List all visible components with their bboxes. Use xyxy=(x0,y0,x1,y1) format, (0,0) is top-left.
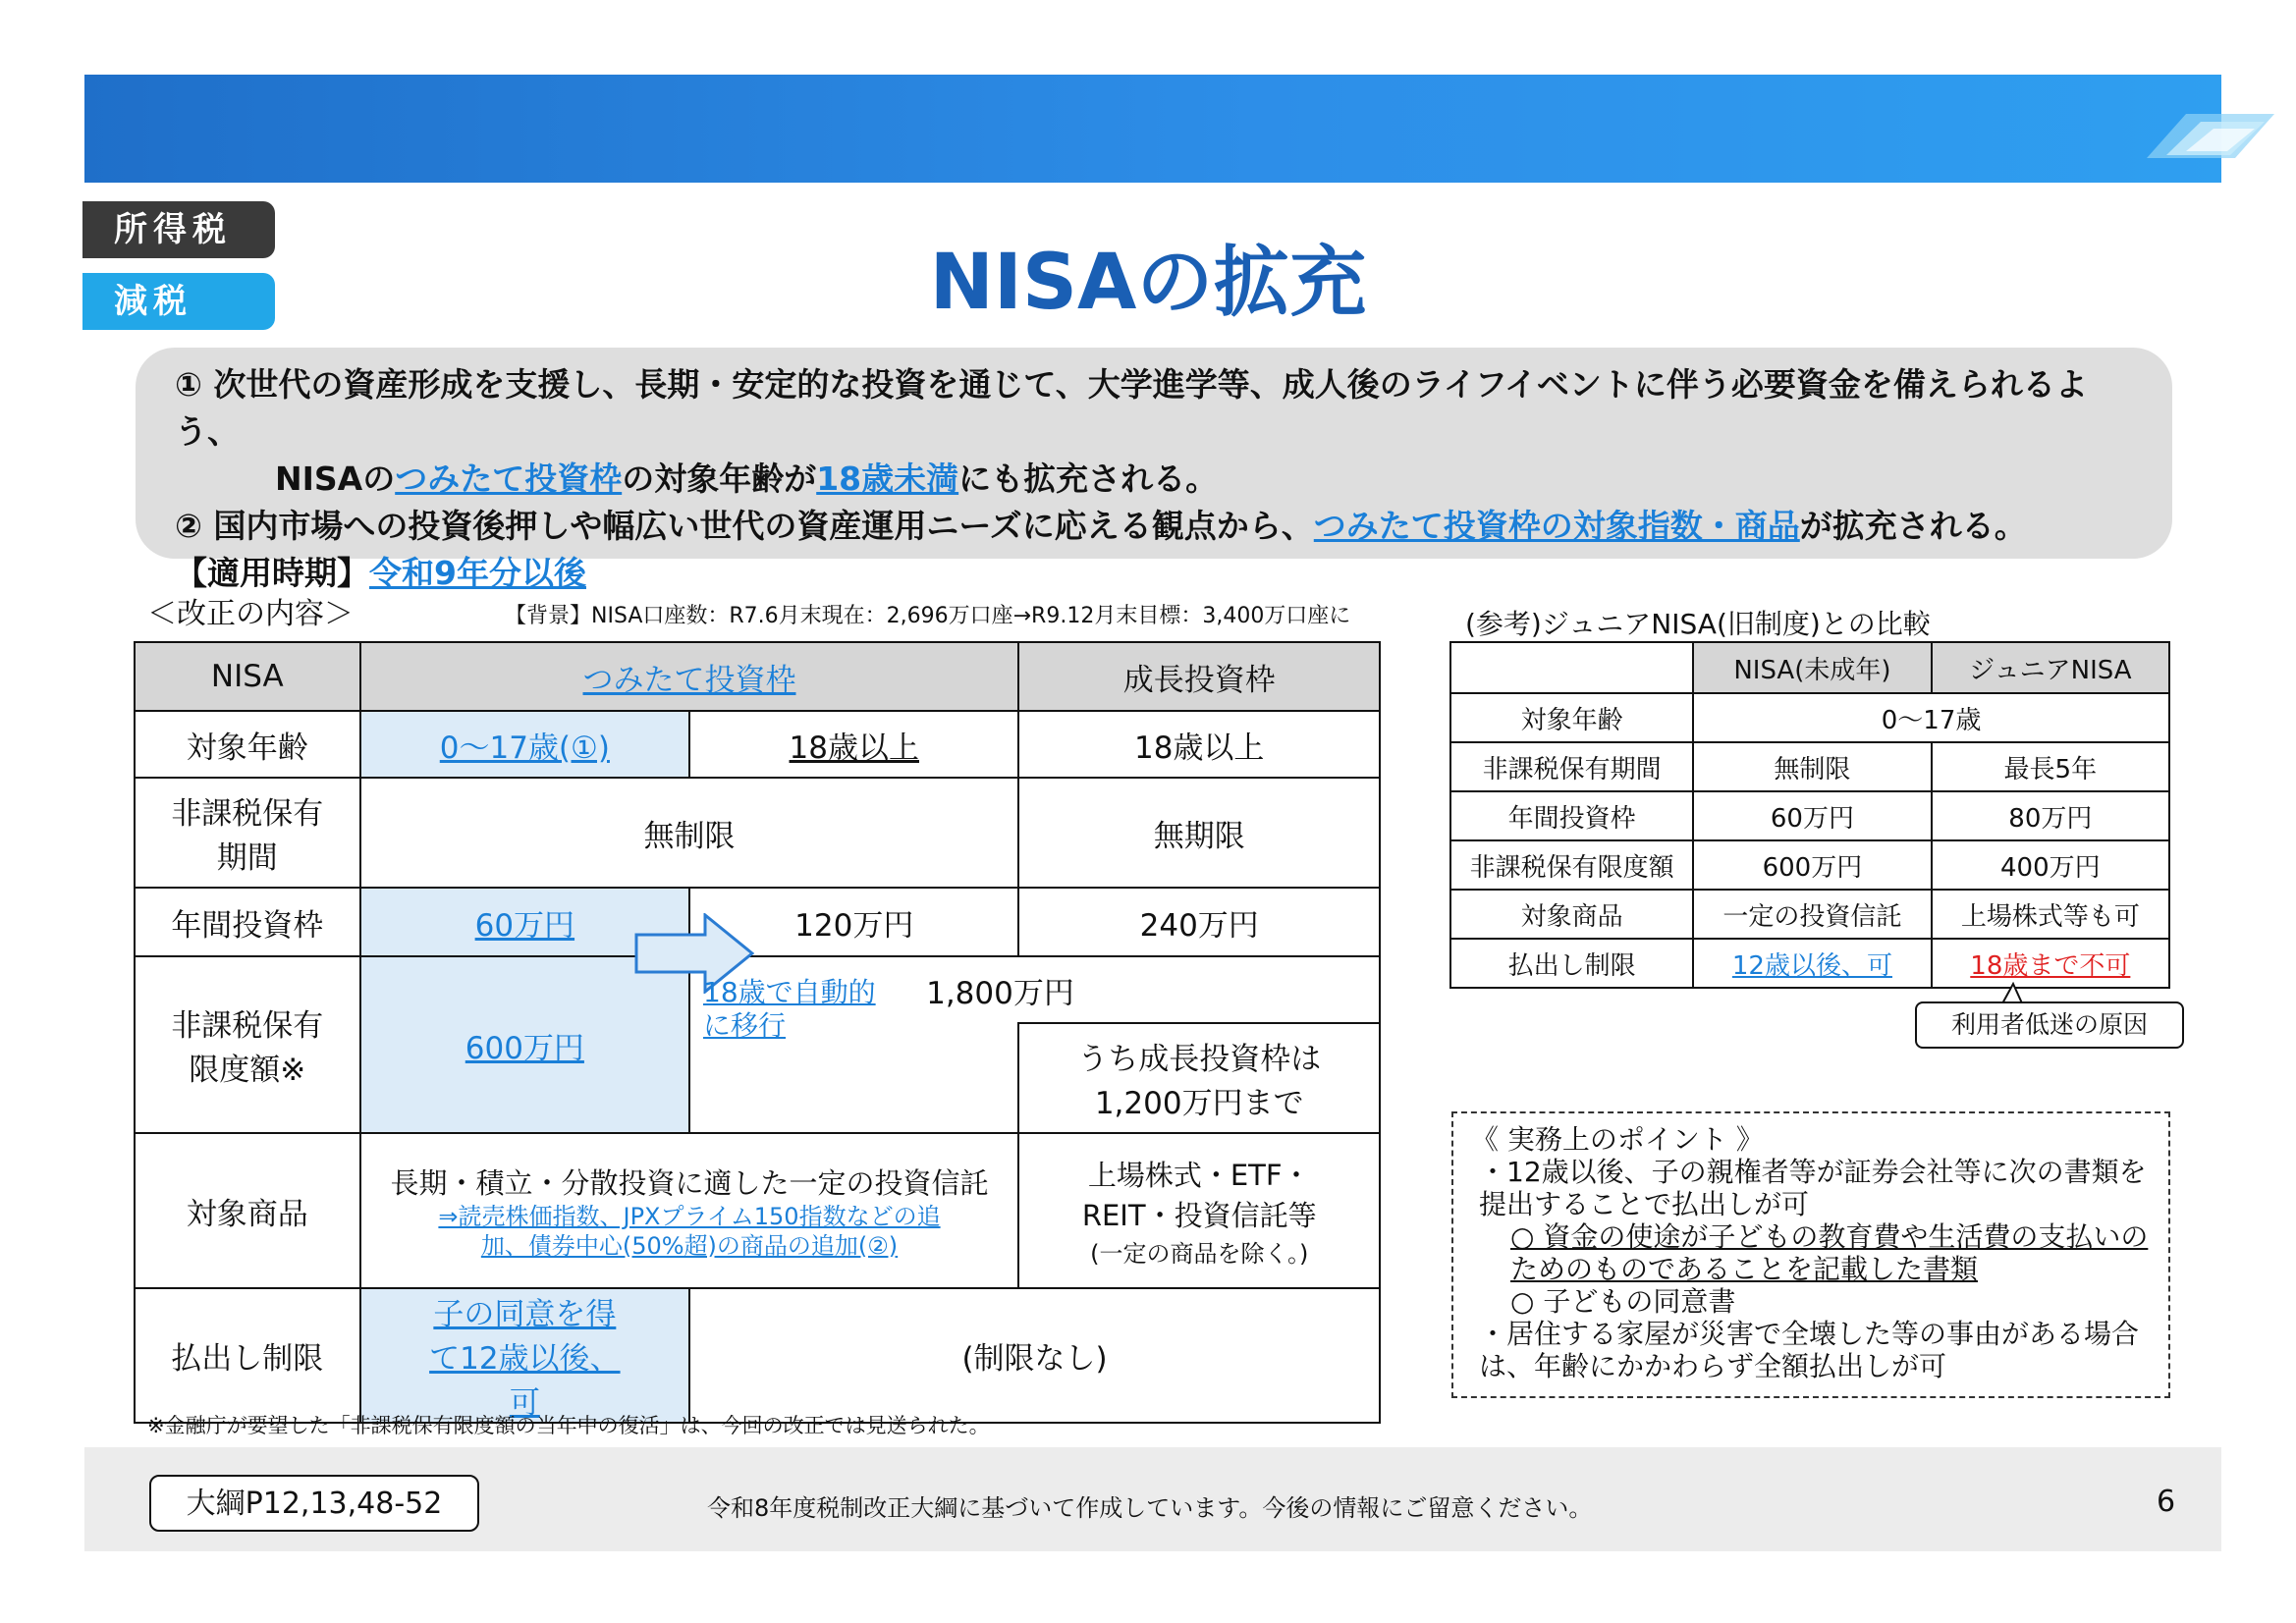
summary-line-3: ② 国内市場への投資後押しや幅広い世代の資産運用ニーズに応える観点から、つみたて投資枠の対象指数・商品が拡充される。 xyxy=(175,507,2027,545)
ref-row-label: 対象年齢 xyxy=(1450,693,1693,742)
row-label-withdraw: 払出し制限 xyxy=(135,1288,360,1423)
cell-period-seicho: 無期限 xyxy=(1018,778,1380,888)
summary-box xyxy=(136,348,2172,592)
row-label-age: 対象年齢 xyxy=(135,711,360,778)
page-number: 6 xyxy=(2157,1485,2176,1519)
points-line-1: ・12歳以後、子の親権者等が証券会社等に次の書類を提出することで払出しが可 xyxy=(1479,1156,2147,1220)
cell-limit-new: 600万円 xyxy=(360,956,690,1133)
ref-row-label: 払出し制限 xyxy=(1450,939,1693,988)
summary-line-1: ① 次世代の資産形成を支援し、長期・安定的な投資を通じて、大学進学等、成人後のライフイベントに伴う必要資金を備えられるよう、 xyxy=(175,365,2088,451)
tag-tax-cut: 減税 xyxy=(82,273,275,330)
ref-cell: 無制限 xyxy=(1693,742,1931,791)
section-label: ＜改正の内容＞ xyxy=(147,597,354,631)
logo-stripes-icon xyxy=(2127,94,2284,163)
callout-box: 利用者低迷の原因 xyxy=(1915,1001,2184,1049)
footer-note: 令和8年度税制改正大綱に基づいて作成しています。今後の情報にご留意ください。 xyxy=(707,1494,1593,1522)
page-title: NISAの拡充 xyxy=(929,239,1367,327)
cell-age-new: 0～17歳(①) xyxy=(360,711,690,778)
ref-cell: 80万円 xyxy=(1932,791,2169,840)
junior-nisa-compare-table xyxy=(1449,641,2170,989)
cell-limit-seicho: うち成長投資枠は1,200万円まで xyxy=(1018,1023,1380,1133)
row-label-products: 対象商品 xyxy=(135,1133,360,1288)
practice-points-box xyxy=(1451,1111,2170,1398)
cell-withdraw-other: (制限なし) xyxy=(689,1288,1380,1423)
tag-income-tax: 所得税 xyxy=(82,201,275,258)
ref-row-label: 対象商品 xyxy=(1450,890,1693,939)
ref-cell: 最長5年 xyxy=(1932,742,2169,791)
ref-header-junior: ジュニアNISA xyxy=(1932,642,2169,693)
ref-header-nisa-minor: NISA(未成年) xyxy=(1693,642,1931,693)
header-seicho: 成長投資枠 xyxy=(1018,642,1380,711)
points-line-4: ・居住する家屋が災害で全壊した等の事由がある場合は、年齢にかかわらず全額払出しが可 xyxy=(1479,1318,2140,1382)
ref-header-blank xyxy=(1450,642,1693,693)
header-banner xyxy=(84,75,2221,183)
cell-annual-tsumitate: 120万円 xyxy=(689,888,1018,956)
row-label-limit: 非課税保有限度額※ xyxy=(135,956,360,1133)
ref-cell: 18歳まで不可 xyxy=(1932,939,2169,988)
cell-period-tsumitate: 無制限 xyxy=(360,778,1019,888)
cell-products-seicho: 上場株式・ETF・REIT・投資信託等 (一定の商品を除く。) xyxy=(1018,1133,1380,1288)
ref-cell: 上場株式等も可 xyxy=(1932,890,2169,939)
arrow-note: 18歳で自動的に移行 xyxy=(703,976,876,1042)
points-line-2: ○ 資金の使途が子どもの教育費や生活費の支払いのためのものであることを記載した書類 xyxy=(1510,1220,2149,1285)
ref-title: (参考)ジュニアNISA(旧制度)との比較 xyxy=(1465,608,1931,640)
ref-cell: 400万円 xyxy=(1932,840,2169,890)
summary-line-2: NISAのつみたて投資枠の対象年齢が18歳未満にも拡充される。 xyxy=(275,460,1219,498)
outline-reference: 大綱P12,13,48-52 xyxy=(149,1475,479,1532)
header-tsumitate: つみたて投資枠 xyxy=(360,642,1019,711)
cell-age-seicho: 18歳以上 xyxy=(1018,711,1380,778)
ref-cell: 60万円 xyxy=(1693,791,1931,840)
footnote: ※金融庁が要望した「非課税保有限度額の当年中の復活」は、今回の改正では見送られた。 xyxy=(147,1414,990,1437)
cell-age-tsumitate: 18歳以上 xyxy=(689,711,1018,778)
cell-annual-seicho: 240万円 xyxy=(1018,888,1380,956)
cell-limit-total: 1,800万円 xyxy=(689,956,1380,1023)
points-line-3: ○ 子どもの同意書 xyxy=(1510,1285,1736,1318)
ref-cell: 600万円 xyxy=(1693,840,1931,890)
row-label-annual: 年間投資枠 xyxy=(135,888,360,956)
ref-cell: 一定の投資信託 xyxy=(1693,890,1931,939)
header-nisa: NISA xyxy=(135,642,360,711)
ref-cell: 12歳以後、可 xyxy=(1693,939,1931,988)
ref-row-label: 年間投資枠 xyxy=(1450,791,1693,840)
background-note: 【背景】NISA口座数：R7.6月末現在：2,696万口座→R9.12月末目標：3,400万口座に xyxy=(505,604,1351,628)
summary-line-4: 【適用時期】令和9年分以後 xyxy=(175,554,586,592)
ref-row-label: 非課税保有限度額 xyxy=(1450,840,1693,890)
points-title: 《 実務上のポイント 》 xyxy=(1471,1123,1764,1156)
ref-row-label: 非課税保有期間 xyxy=(1450,742,1693,791)
ref-cell: 0～17歳 xyxy=(1693,693,2169,742)
cell-annual-new: 60万円 xyxy=(360,888,690,956)
cell-withdraw-new: 子の同意を得て12歳以後、可 xyxy=(360,1288,690,1423)
row-label-period: 非課税保有期間 xyxy=(135,778,360,888)
cell-products-tsumitate: 長期・積立・分散投資に適した一定の投資信託 ⇒読売株価指数、JPXプライム150指数などの追加、債券中心(50%超)の商品の追加(②) xyxy=(360,1133,1019,1288)
